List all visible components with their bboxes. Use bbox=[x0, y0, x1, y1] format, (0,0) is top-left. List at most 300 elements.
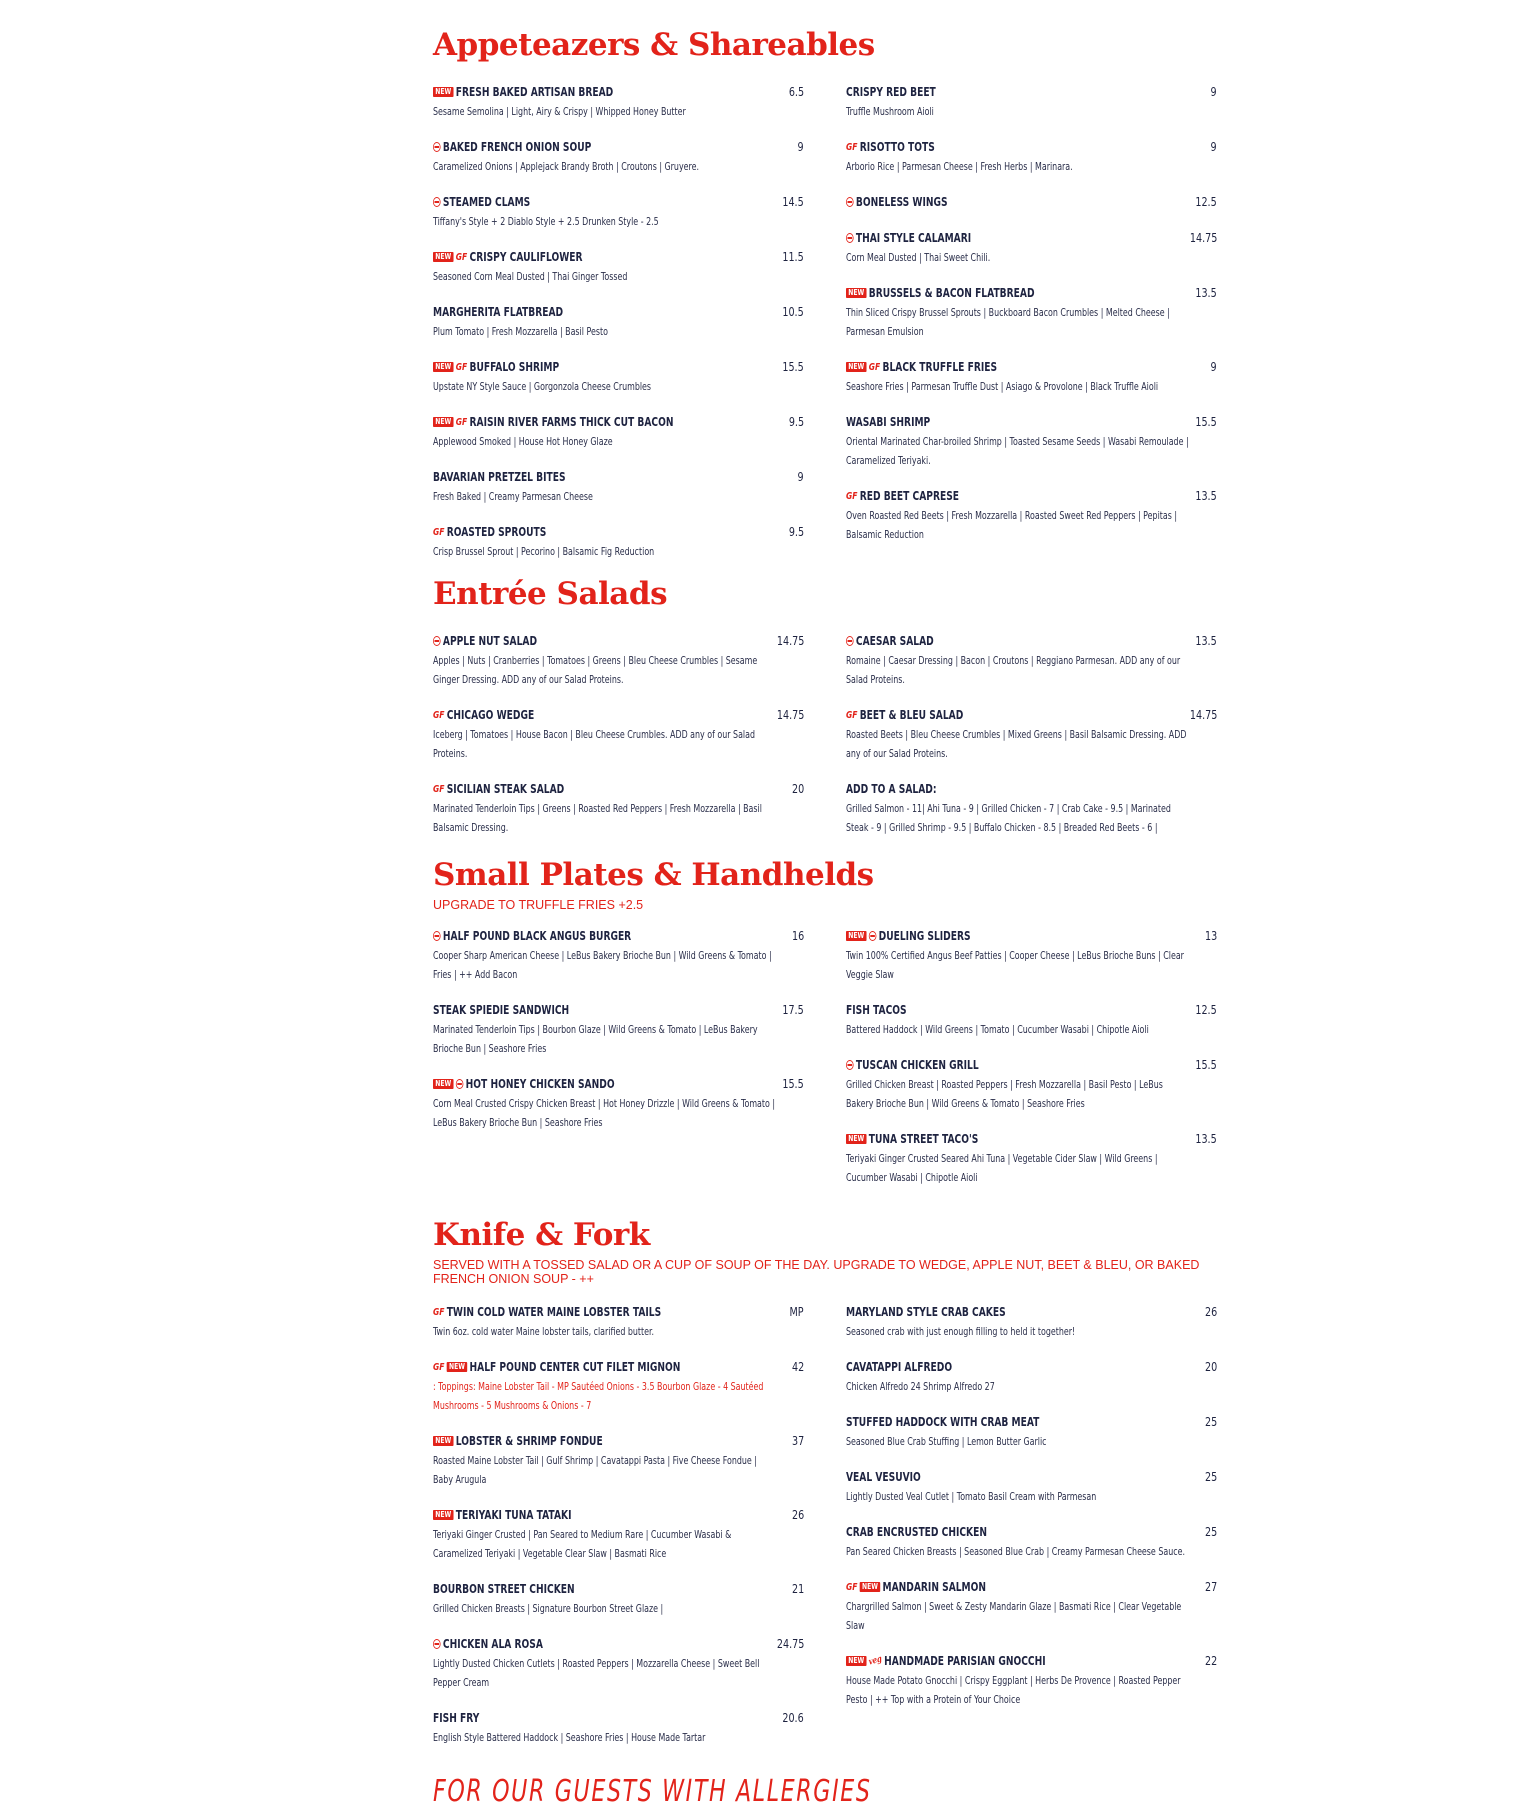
item-price: 13 bbox=[1204, 929, 1217, 943]
item-name-row bbox=[846, 634, 934, 648]
item-description: Grilled Chicken Breast | Roasted Peppers | Fresh Mozzarella | Basil Pesto | LeBus Bakery Brioche Bun | Wild Greens & Tomato | Seashore Fries bbox=[846, 1078, 1163, 1110]
item-header bbox=[846, 357, 1217, 377]
item-name: HANDMADE PARISIAN GNOCCHI bbox=[884, 1654, 1046, 1668]
item-price: 13.5 bbox=[1195, 634, 1217, 648]
menu-item bbox=[433, 467, 804, 506]
item-header bbox=[846, 192, 1217, 212]
item-name-row bbox=[433, 634, 537, 648]
menu-item bbox=[433, 1579, 804, 1618]
item-name-row bbox=[433, 782, 564, 796]
item-header bbox=[433, 137, 804, 157]
menu-item bbox=[846, 926, 1217, 984]
item-price: 14.5 bbox=[782, 195, 804, 209]
menu-item bbox=[433, 302, 804, 341]
item-name-row bbox=[433, 1305, 661, 1319]
item-description: Seasoned crab with just enough filling to held it together! bbox=[846, 1325, 1076, 1338]
item-name-row bbox=[846, 782, 936, 796]
item-price: 14.75 bbox=[776, 708, 804, 722]
item-header bbox=[846, 1412, 1217, 1432]
item-description: Marinated Tenderloin Tips | Greens | Roasted Red Peppers | Fresh Mozzarella | Basil Balsamic Dressing. bbox=[433, 802, 762, 834]
item-description: Caramelized Onions | Applejack Brandy Broth | Croutons | Gruyere. bbox=[433, 160, 699, 173]
new-badge: NEW bbox=[846, 1134, 867, 1144]
dietary-circle-icon bbox=[846, 233, 854, 243]
item-description: Cooper Sharp American Cheese | LeBus Bakery Brioche Bun | Wild Greens & Tomato | Fries | ++ Add Bacon bbox=[433, 949, 772, 981]
item-price: 13.5 bbox=[1195, 489, 1217, 503]
item-price: 16 bbox=[791, 929, 804, 943]
item-description: Corn Meal Crusted Crispy Chicken Breast | Hot Honey Drizzle | Wild Greens & Tomato | LeBus Bakery Brioche Bun | Seashore Fries bbox=[433, 1097, 776, 1129]
menu-item bbox=[433, 247, 804, 286]
item-name: CAVATAPPI ALFREDO bbox=[846, 1360, 953, 1374]
dietary-circle-icon bbox=[846, 636, 854, 646]
item-description: House Made Potato Gnocchi | Crispy Eggplant | Herbs De Provence | Roasted Pepper Pesto | ++ Top with a Protein of Your Choice bbox=[846, 1674, 1181, 1706]
item-name: STEAK SPIEDIE SANDWICH bbox=[433, 1003, 570, 1017]
item-name-row bbox=[846, 1580, 986, 1594]
gluten-free-badge: GF bbox=[455, 251, 468, 263]
section-title: Knife & Fork bbox=[433, 1217, 650, 1253]
item-header bbox=[433, 357, 804, 377]
item-price: 26 bbox=[1204, 1305, 1217, 1319]
item-price: 17.5 bbox=[782, 1003, 804, 1017]
item-price: 12.5 bbox=[1195, 195, 1217, 209]
item-description: Fresh Baked | Creamy Parmesan Cheese bbox=[433, 490, 593, 503]
item-name-row bbox=[846, 195, 948, 209]
item-name: CHICAGO WEDGE bbox=[446, 708, 535, 722]
item-name-row bbox=[846, 1360, 952, 1374]
item-description: Crisp Brussel Sprout | Pecorino | Balsamic Fig Reduction bbox=[433, 545, 655, 558]
menu-item bbox=[433, 705, 804, 763]
item-name: HOT HONEY CHICKEN SANDO bbox=[465, 1077, 615, 1091]
item-price: 21 bbox=[791, 1582, 804, 1596]
item-header bbox=[433, 1708, 804, 1728]
item-name: BAVARIAN PRETZEL BITES bbox=[433, 470, 566, 484]
item-name: STEAMED CLAMS bbox=[442, 195, 531, 209]
column-left bbox=[433, 926, 804, 1203]
item-description: Chicken Alfredo 24 Shrimp Alfredo 27 bbox=[846, 1380, 995, 1393]
item-name-row bbox=[433, 195, 530, 209]
item-name-row bbox=[433, 1003, 569, 1017]
item-name-row bbox=[433, 140, 591, 154]
vegetarian-badge: veg bbox=[868, 1654, 883, 1668]
menu-item bbox=[846, 1302, 1217, 1341]
new-badge: NEW bbox=[846, 1656, 867, 1666]
item-price: 15.5 bbox=[1195, 415, 1217, 429]
item-price: 12.5 bbox=[1195, 1003, 1217, 1017]
item-price: 14.75 bbox=[1189, 231, 1217, 245]
item-name-row bbox=[433, 305, 563, 319]
item-name: SICILIAN STEAK SALAD bbox=[446, 782, 565, 796]
item-price: 15.5 bbox=[782, 360, 804, 374]
menu-item bbox=[433, 779, 804, 837]
item-name: BAKED FRENCH ONION SOUP bbox=[442, 140, 592, 154]
dietary-circle-icon bbox=[846, 1060, 854, 1070]
gluten-free-badge: GF bbox=[433, 709, 445, 721]
item-name: LOBSTER & SHRIMP FONDUE bbox=[455, 1434, 603, 1448]
gluten-free-badge: GF bbox=[433, 783, 445, 795]
item-name-row bbox=[846, 708, 963, 722]
item-header bbox=[846, 1522, 1217, 1542]
item-name-row bbox=[846, 415, 930, 429]
item-price: 15.5 bbox=[1195, 1058, 1217, 1072]
item-description: Upstate NY Style Sauce | Gorgonzola Cheese Crumbles bbox=[433, 380, 652, 393]
menu-item bbox=[846, 412, 1217, 470]
item-name-row bbox=[433, 1637, 543, 1651]
item-name-row bbox=[433, 1508, 571, 1522]
item-name: HALF POUND BLACK ANGUS BURGER bbox=[442, 929, 632, 943]
item-description: Twin 100% Certified Angus Beef Patties | Cooper Cheese | LeBus Brioche Buns | Clear Veggie Slaw bbox=[846, 949, 1184, 981]
dietary-circle-icon bbox=[456, 1079, 464, 1089]
item-price: 25 bbox=[1204, 1525, 1217, 1539]
item-price: 13.5 bbox=[1195, 1132, 1217, 1146]
section-note: UPGRADE TO TRUFFLE FRIES +2.5 bbox=[433, 898, 644, 912]
item-columns bbox=[433, 1302, 1217, 1763]
item-name-row bbox=[846, 1525, 987, 1539]
item-price: 9 bbox=[1210, 140, 1217, 154]
item-name: TERIYAKI TUNA TATAKI bbox=[455, 1508, 572, 1522]
item-price: MP bbox=[789, 1305, 804, 1319]
item-header bbox=[433, 302, 804, 322]
item-name-row bbox=[846, 1470, 921, 1484]
item-name-row bbox=[846, 286, 1035, 300]
item-header bbox=[846, 137, 1217, 157]
menu-item bbox=[846, 1357, 1217, 1396]
menu-item bbox=[846, 1129, 1217, 1187]
item-header bbox=[433, 1579, 804, 1599]
item-description: Corn Meal Dusted | Thai Sweet Chili. bbox=[846, 251, 991, 264]
new-badge: NEW bbox=[433, 362, 454, 372]
item-description: Roasted Maine Lobster Tail | Gulf Shrimp | Cavatappi Pasta | Five Cheese Fondue | Baby Arugula bbox=[433, 1454, 757, 1486]
item-description: Apples | Nuts | Cranberries | Tomatoes | Greens | Bleu Cheese Crumbles | Sesame Ginger Dressing. ADD any of our Salad Proteins. bbox=[433, 654, 758, 686]
menu-item bbox=[846, 486, 1217, 544]
menu-item bbox=[846, 283, 1217, 341]
allergy-heading: FOR OUR GUESTS WITH ALLERGIES bbox=[433, 1774, 872, 1809]
item-name: TWIN COLD WATER MAINE LOBSTER TAILS bbox=[446, 1305, 662, 1319]
dietary-circle-icon bbox=[433, 636, 441, 646]
menu-item bbox=[846, 1522, 1217, 1561]
item-description: Lightly Dusted Chicken Cutlets | Roasted Peppers | Mozzarella Cheese | Sweet Bell Pepper Cream bbox=[433, 1657, 760, 1689]
item-name-row bbox=[433, 1582, 575, 1596]
item-price: 15.5 bbox=[782, 1077, 804, 1091]
item-price: 25 bbox=[1204, 1415, 1217, 1429]
item-name: RAISIN RIVER FARMS THICK CUT BACON bbox=[469, 415, 674, 429]
menu-item bbox=[846, 705, 1217, 763]
item-description: Sesame Semolina | Light, Airy & Crispy | Whipped Honey Butter bbox=[433, 105, 686, 118]
item-header bbox=[846, 486, 1217, 506]
gluten-free-badge: GF bbox=[846, 1581, 858, 1593]
item-description: Thin Sliced Crispy Brussel Sprouts | Buckboard Bacon Crumbles | Melted Cheese | Parmesan Emulsion bbox=[846, 306, 1170, 338]
item-name-row bbox=[433, 470, 566, 484]
item-name-row bbox=[433, 360, 559, 374]
item-name-row bbox=[433, 415, 674, 429]
item-header bbox=[846, 1055, 1217, 1075]
menu-item bbox=[846, 1000, 1217, 1039]
menu-item bbox=[433, 1505, 804, 1563]
item-name-row bbox=[846, 1058, 979, 1072]
item-name-row bbox=[433, 708, 534, 722]
item-description: Truffle Mushroom Aioli bbox=[846, 105, 934, 118]
item-name: ROASTED SPROUTS bbox=[446, 525, 547, 539]
item-price: 20.6 bbox=[782, 1711, 804, 1725]
dietary-circle-icon bbox=[869, 931, 877, 941]
menu-item bbox=[846, 1467, 1217, 1506]
new-badge: NEW bbox=[447, 1362, 468, 1372]
item-header bbox=[433, 467, 804, 487]
menu-item bbox=[846, 1412, 1217, 1451]
item-name: CRISPY RED BEET bbox=[846, 85, 936, 99]
item-price: 22 bbox=[1204, 1654, 1217, 1668]
item-header bbox=[846, 705, 1217, 725]
item-header bbox=[846, 631, 1217, 651]
item-name: BRUSSELS & BACON FLATBREAD bbox=[868, 286, 1035, 300]
item-description: Seasoned Corn Meal Dusted | Thai Ginger Tossed bbox=[433, 270, 628, 283]
item-price: 13.5 bbox=[1195, 286, 1217, 300]
column-left bbox=[433, 1302, 804, 1763]
menu-item bbox=[846, 779, 1217, 837]
menu-section bbox=[433, 1216, 1217, 1763]
item-name-row bbox=[433, 1434, 603, 1448]
dietary-circle-icon bbox=[433, 931, 441, 941]
item-header bbox=[846, 228, 1217, 248]
item-header bbox=[846, 1302, 1217, 1322]
item-price: 14.75 bbox=[1189, 708, 1217, 722]
column-right bbox=[846, 926, 1217, 1203]
menu-item bbox=[846, 1055, 1217, 1113]
column-left bbox=[433, 82, 804, 577]
item-header bbox=[846, 779, 1217, 799]
new-badge: NEW bbox=[846, 931, 867, 941]
item-header bbox=[433, 247, 804, 267]
dietary-circle-icon bbox=[433, 197, 441, 207]
section-title: Appeteazers & Shareables bbox=[433, 27, 875, 63]
item-description: Chargrilled Salmon | Sweet & Zesty Mandarin Glaze | Basmati Rice | Clear Vegetable Slaw bbox=[846, 1600, 1182, 1632]
new-badge: NEW bbox=[846, 288, 867, 298]
item-header bbox=[433, 412, 804, 432]
gluten-free-badge: GF bbox=[433, 1306, 445, 1318]
item-name-row bbox=[846, 140, 935, 154]
item-name-row bbox=[846, 1003, 907, 1017]
menu-item bbox=[433, 1357, 804, 1415]
item-name-row bbox=[433, 929, 631, 943]
item-header bbox=[433, 1634, 804, 1654]
column-left bbox=[433, 631, 804, 853]
menu-item bbox=[433, 137, 804, 176]
item-header bbox=[433, 631, 804, 651]
item-description: Iceberg | Tomatoes | House Bacon | Bleu Cheese Crumbles. ADD any of our Salad Proteins. bbox=[433, 728, 756, 760]
item-name: MARGHERITA FLATBREAD bbox=[433, 305, 564, 319]
menu-item bbox=[433, 82, 804, 121]
item-name: CRISPY CAULIFLOWER bbox=[469, 250, 583, 264]
new-badge: NEW bbox=[433, 1436, 454, 1446]
item-name-row bbox=[846, 1415, 1039, 1429]
item-description: Marinated Tenderloin Tips | Bourbon Glaze | Wild Greens & Tomato | LeBus Bakery Brioche Bun | Seashore Fries bbox=[433, 1023, 758, 1055]
item-price: 25 bbox=[1204, 1470, 1217, 1484]
menu-item bbox=[846, 631, 1217, 689]
item-name: TUNA STREET TACO'S bbox=[868, 1132, 979, 1146]
item-name: BLACK TRUFFLE FRIES bbox=[882, 360, 998, 374]
item-description: English Style Battered Haddock | Seashore Fries | House Made Tartar bbox=[433, 1731, 706, 1744]
new-badge: NEW bbox=[433, 1079, 454, 1089]
menu-item bbox=[433, 192, 804, 231]
item-name: BUFFALO SHRIMP bbox=[469, 360, 560, 374]
menu-item bbox=[846, 357, 1217, 396]
item-price: 20 bbox=[1204, 1360, 1217, 1374]
item-price: 9 bbox=[797, 140, 804, 154]
menu-item bbox=[433, 1634, 804, 1692]
menu-item bbox=[846, 82, 1217, 121]
item-price: 24.75 bbox=[776, 1637, 804, 1651]
item-columns bbox=[433, 926, 1217, 1203]
section-title: Entrée Salads bbox=[433, 576, 668, 612]
item-name-row bbox=[433, 1711, 479, 1725]
item-header bbox=[433, 522, 804, 542]
item-price: 27 bbox=[1204, 1580, 1217, 1594]
new-badge: NEW bbox=[846, 362, 867, 372]
gluten-free-badge: GF bbox=[846, 709, 858, 721]
item-price: 9 bbox=[797, 470, 804, 484]
menu-item bbox=[433, 1431, 804, 1489]
item-name: WASABI SHRIMP bbox=[846, 415, 931, 429]
item-price: 26 bbox=[791, 1508, 804, 1522]
item-name-row bbox=[846, 231, 971, 245]
item-price: 9.5 bbox=[788, 525, 804, 539]
menu-item bbox=[433, 522, 804, 561]
item-description: Twin 6oz. cold water Maine lobster tails, clarified butter. bbox=[433, 1325, 655, 1338]
item-columns bbox=[433, 631, 1217, 853]
item-name: FISH FRY bbox=[433, 1711, 480, 1725]
new-badge: NEW bbox=[433, 1510, 454, 1520]
item-name-row bbox=[433, 525, 546, 539]
item-name: ADD TO A SALAD: bbox=[846, 782, 937, 796]
item-price: 9 bbox=[1210, 360, 1217, 374]
item-name-row bbox=[846, 1305, 1006, 1319]
menu-item bbox=[433, 357, 804, 396]
new-badge: NEW bbox=[433, 417, 454, 427]
item-name: HALF POUND CENTER CUT FILET MIGNON bbox=[469, 1360, 681, 1374]
item-header bbox=[433, 1074, 804, 1094]
item-description: Plum Tomato | Fresh Mozzarella | Basil Pesto bbox=[433, 325, 608, 338]
item-name-row bbox=[846, 85, 936, 99]
item-name-row bbox=[846, 929, 971, 943]
item-name-row bbox=[433, 1360, 680, 1374]
item-name: STUFFED HADDOCK WITH CRAB MEAT bbox=[846, 1415, 1040, 1429]
item-name: APPLE NUT SALAD bbox=[442, 634, 538, 648]
new-badge: NEW bbox=[433, 87, 454, 97]
gluten-free-badge: GF bbox=[433, 526, 445, 538]
item-price: 37 bbox=[791, 1434, 804, 1448]
gluten-free-badge: GF bbox=[433, 1361, 445, 1373]
item-description: Tiffany's Style + 2 Diablo Style + 2.5 Drunken Style - 2.5 bbox=[433, 215, 659, 228]
item-price: 20 bbox=[791, 782, 804, 796]
item-description: Battered Haddock | Wild Greens | Tomato | Cucumber Wasabi | Chipotle Aioli bbox=[846, 1023, 1149, 1036]
menu-item bbox=[846, 1577, 1217, 1635]
column-right bbox=[846, 1302, 1217, 1763]
item-header bbox=[433, 192, 804, 212]
menu-item bbox=[846, 137, 1217, 176]
item-name-row bbox=[846, 1132, 978, 1146]
dietary-circle-icon bbox=[846, 197, 854, 207]
item-header bbox=[846, 1129, 1217, 1149]
item-description: Grilled Chicken Breasts | Signature Bourbon Street Glaze | bbox=[433, 1602, 664, 1615]
item-name: MARYLAND STYLE CRAB CAKES bbox=[846, 1305, 1006, 1319]
item-name: DUELING SLIDERS bbox=[878, 929, 971, 943]
item-header bbox=[846, 1000, 1217, 1020]
item-header bbox=[846, 926, 1217, 946]
item-name: CHICKEN ALA ROSA bbox=[442, 1637, 543, 1651]
item-name: VEAL VESUVIO bbox=[846, 1470, 921, 1484]
item-description: Seasoned Blue Crab Stuffing | Lemon Butter Garlic bbox=[846, 1435, 1047, 1448]
column-right bbox=[846, 82, 1217, 577]
new-badge: NEW bbox=[433, 252, 454, 262]
item-header bbox=[433, 1357, 804, 1377]
section-note: SERVED WITH A TOSSED SALAD OR A CUP OF SOUP OF THE DAY. UPGRADE TO WEDGE, APPLE NUT, BEET & BLEU, OR BAKED FRENCH ONION SOUP - ++ bbox=[433, 1258, 1200, 1286]
item-name: TUSCAN CHICKEN GRILL bbox=[855, 1058, 979, 1072]
item-name: FRESH BAKED ARTISAN BREAD bbox=[455, 85, 614, 99]
item-description: Teriyaki Ginger Crusted Seared Ahi Tuna | Vegetable Cider Slaw | Wild Greens | Cucumber Wasabi | Chipotle Aioli bbox=[846, 1152, 1158, 1184]
item-header bbox=[846, 1651, 1217, 1671]
item-description: Roasted Beets | Bleu Cheese Crumbles | Mixed Greens | Basil Balsamic Dressing. ADD any of our Salad Proteins. bbox=[846, 728, 1187, 760]
item-name: BEET & BLEU SALAD bbox=[859, 708, 964, 722]
gluten-free-badge: GF bbox=[846, 490, 858, 502]
menu-item bbox=[433, 1302, 804, 1341]
menu-item bbox=[846, 1651, 1217, 1709]
item-header bbox=[846, 412, 1217, 432]
item-description: Oven Roasted Red Beets | Fresh Mozzarella | Roasted Sweet Red Peppers | Pepitas | Balsamic Reduction bbox=[846, 509, 1178, 541]
item-name: BOURBON STREET CHICKEN bbox=[433, 1582, 575, 1596]
item-description: Applewood Smoked | House Hot Honey Glaze bbox=[433, 435, 613, 448]
item-name: BONELESS WINGS bbox=[855, 195, 948, 209]
item-header bbox=[846, 1577, 1217, 1597]
column-right bbox=[846, 631, 1217, 853]
menu-item bbox=[433, 1074, 804, 1132]
item-header bbox=[433, 1302, 804, 1322]
item-name: FISH TACOS bbox=[846, 1003, 907, 1017]
item-name: THAI STYLE CALAMARI bbox=[855, 231, 972, 245]
item-price: 10.5 bbox=[782, 305, 804, 319]
item-header bbox=[433, 705, 804, 725]
item-header bbox=[846, 1467, 1217, 1487]
gluten-free-badge: GF bbox=[846, 141, 858, 153]
item-price: 9.5 bbox=[788, 415, 804, 429]
gluten-free-badge: GF bbox=[455, 416, 468, 428]
item-name: MANDARIN SALMON bbox=[882, 1580, 987, 1594]
menu-section bbox=[433, 26, 1217, 577]
item-name-row bbox=[846, 489, 959, 503]
item-header bbox=[433, 779, 804, 799]
item-description: Lightly Dusted Veal Cutlet | Tomato Basil Cream with Parmesan bbox=[846, 1490, 1097, 1503]
item-header bbox=[433, 1431, 804, 1451]
item-name-row bbox=[433, 85, 613, 99]
item-header bbox=[433, 926, 804, 946]
gluten-free-badge: GF bbox=[455, 361, 468, 373]
menu-item bbox=[433, 1000, 804, 1058]
menu-item bbox=[433, 412, 804, 451]
item-name-row bbox=[846, 360, 997, 374]
item-description: : Toppings: Maine Lobster Tail - MP Sautéed Onions - 3.5 Bourbon Glaze - 4 Sautéed Mushrooms - 5 Mushrooms & Onions - 7 bbox=[433, 1380, 764, 1412]
item-header bbox=[433, 82, 804, 102]
item-name: CAESAR SALAD bbox=[855, 634, 934, 648]
item-name-row bbox=[433, 1077, 615, 1091]
item-description: Romaine | Caesar Dressing | Bacon | Croutons | Reggiano Parmesan. ADD any of our Salad Proteins. bbox=[846, 654, 1181, 686]
dietary-circle-icon bbox=[433, 1639, 441, 1649]
menu-item bbox=[433, 631, 804, 689]
section-title: Small Plates & Handhelds bbox=[433, 857, 874, 893]
menu-item bbox=[433, 1708, 804, 1747]
menu-item bbox=[433, 926, 804, 984]
item-name: RED BEET CAPRESE bbox=[859, 489, 960, 503]
item-description: Pan Seared Chicken Breasts | Seasoned Blue Crab | Creamy Parmesan Cheese Sauce. bbox=[846, 1545, 1185, 1558]
item-name: RISOTTO TOTS bbox=[859, 140, 935, 154]
item-description: Oriental Marinated Char-broiled Shrimp | Toasted Sesame Seeds | Wasabi Remoulade | Caramelized Teriyaki. bbox=[846, 435, 1189, 467]
menu-section bbox=[433, 856, 1217, 1203]
